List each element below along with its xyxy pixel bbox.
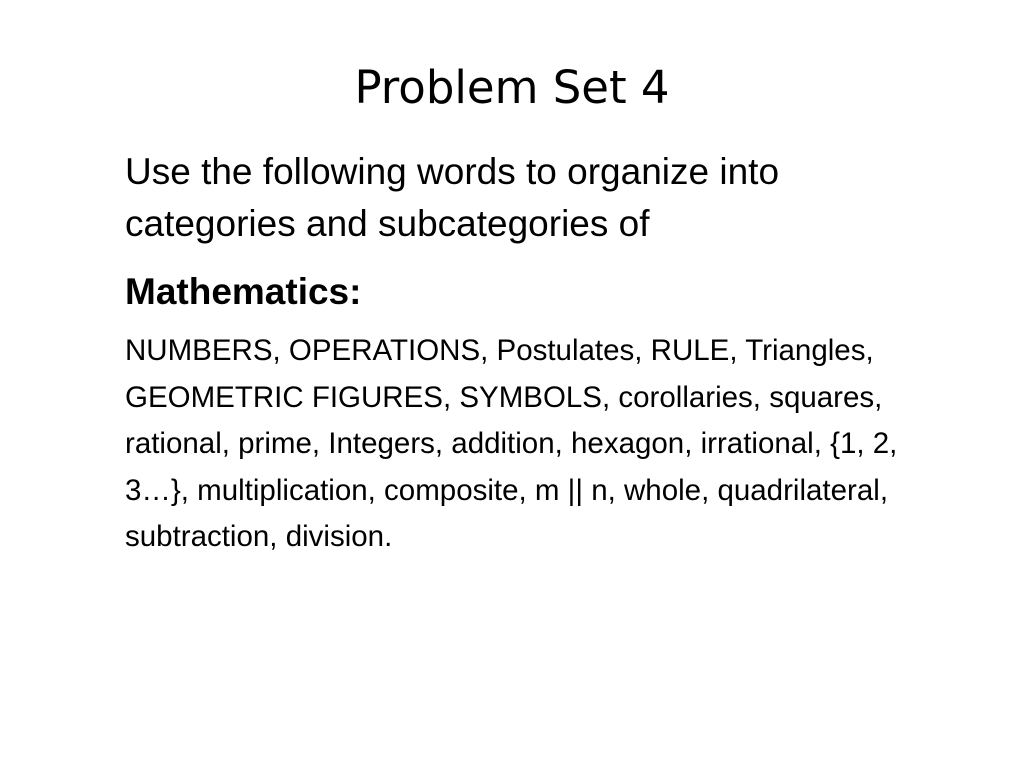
- instruction-text: Use the following words to organize into categories and subcategories of: [125, 151, 780, 244]
- subject-heading: Mathematics:: [125, 271, 362, 312]
- slide-title: Problem Set 4: [354, 61, 670, 114]
- word-list: NUMBERS, OPERATIONS, Postulates, RULE, Triangles, GEOMETRIC FIGURES, SYMBOLS, corollaries, squares, rational, prime, Integers, addition, hexagon, irrational, {1, 2, 3…}, multiplication, composite, m || n, whole, quadrilateral, subtraction, division.: [125, 334, 898, 553]
